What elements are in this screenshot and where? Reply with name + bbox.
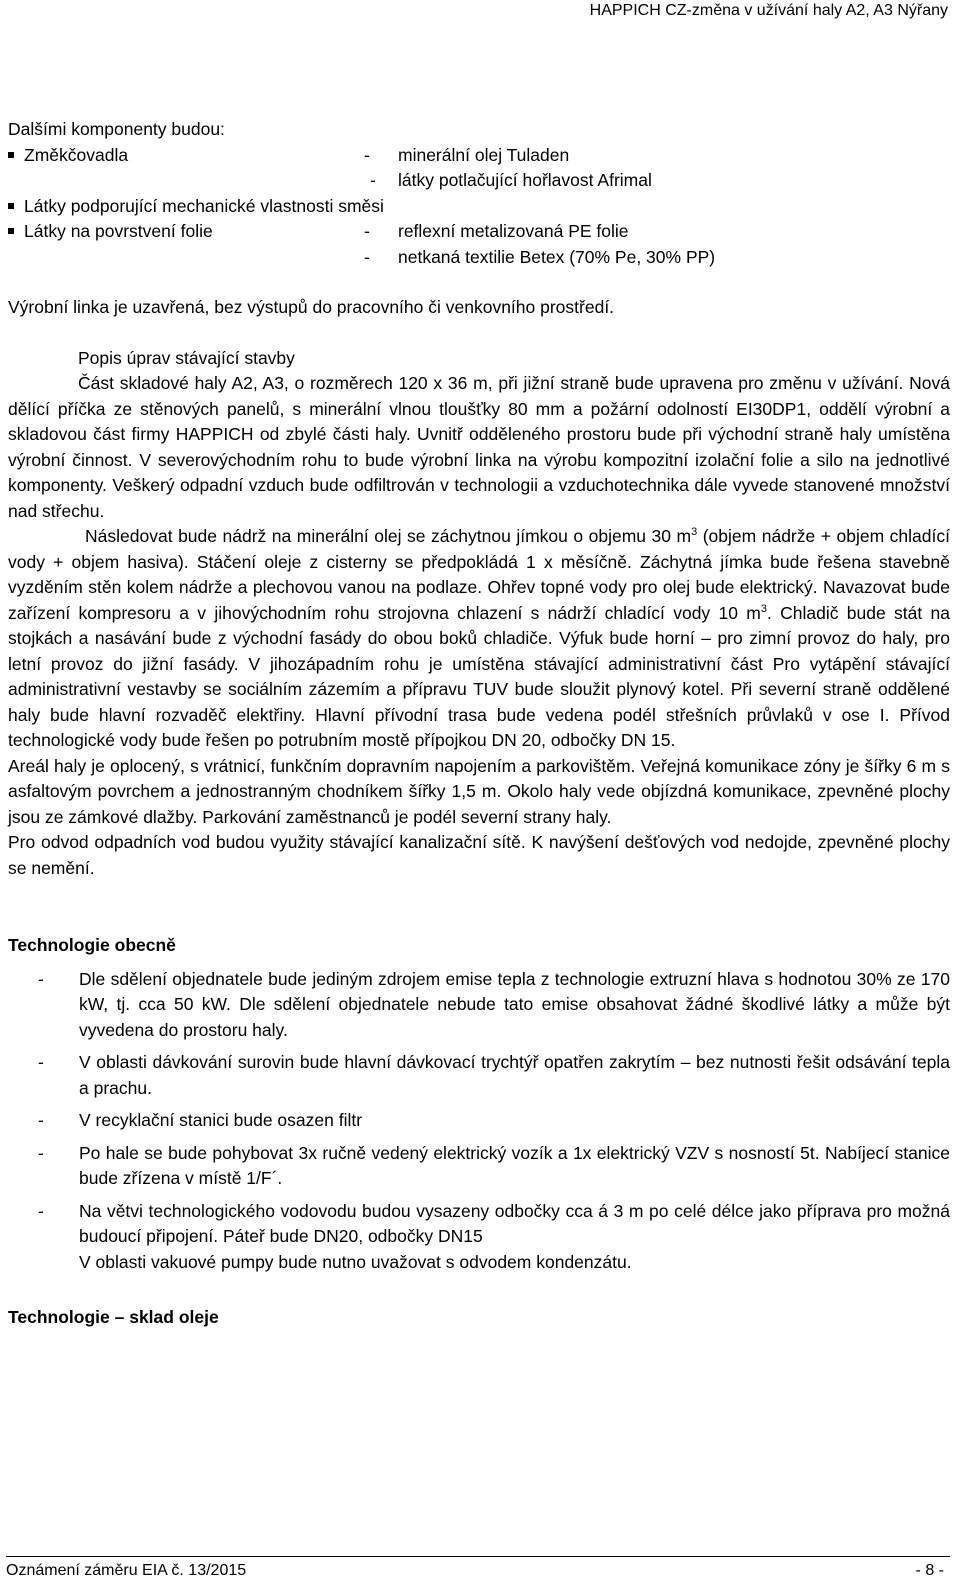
list-item-text: V oblasti dávkování surovin bude hlavní dávkovací trychtýř opatřen zakrytím – bez nutnosti řešit odsávání tepla a prachu. — [79, 1052, 950, 1098]
bullet-marker — [8, 152, 14, 158]
dash-marker: - — [38, 968, 44, 989]
superscript: 3 — [760, 602, 767, 615]
component-label: Látky na povrstvení folie — [24, 221, 213, 241]
components-intro: Dalšími komponenty budou: — [8, 119, 225, 139]
list-item-text: V recyklační stanici bude osazen filtr — [79, 1110, 363, 1130]
paragraph-site-access: Areál haly je oplocený, s vrátnicí, funkčním dopravním napojením a parkovištěm. Veřejná komunikace zóny je šířky 6 m s asfaltovým povrchem a jednostranným chodníkem šířky 1,5 m. Okolo haly vede objízdná komunikace, zpevněné plochy jsou ze zámkové dlažby. Parkování zaměstnanců je podél severní strany haly. — [8, 755, 950, 827]
list-continuation: V oblasti vakuové pumpy bude nutno uvažovat s odvodem kondenzátu. — [79, 1251, 632, 1272]
components-list — [8, 143, 950, 271]
dash-marker: - — [364, 144, 370, 165]
paragraph-oil-tank — [8, 524, 950, 754]
paragraph-building-changes: Část skladové haly A2, A3, o rozměrech 120 x 36 m, při jižní straně bude upravena pro změnu v užívání. Nová dělící příčka ze stěnových panelů, s minerální vlnou tloušťky 80 mm a požární odolností EI30DP1, oddělí výrobní a skladovou část firmy HAPPICH od zbylé části haly. Uvnitř odděleného prostoru bude při východní straně haly umístěna výrobní činnost. V severovýchodním rohu to bude výrobní linka na výrobu kompozitní izolační folie a silo na jednotlivé komponenty. Veškerý odpadní vzduch bude odfiltrován v technologii a vzduchotechnika dále vyvede stanovené množství nad střechu. — [8, 373, 950, 521]
component-value: látky potlačující hořlavost Afrimal — [398, 170, 652, 190]
tech-list — [8, 967, 950, 1276]
component-value: reflexní metalizovaná PE folie — [398, 221, 629, 241]
heading-technologie-obecne: Technologie obecně — [8, 935, 176, 955]
paragraph-drainage: Pro odvod odpadních vod budou využity stávající kanalizační sítě. K navýšení dešťových vod nedojde, zpevněné plochy se nemění. — [8, 832, 950, 878]
list-item-text: Dle sdělení objednatele bude jediným zdrojem emise tepla z technologie extruzní hlava s hodnotou 30% ze 170 kW, tj. cca 50 kW. Dle sdělení objednatele nebude tato emise obsahovat žádné škodlivé látky a může být vyvedena do prostoru haly. — [79, 968, 950, 1040]
list-item — [8, 1141, 950, 1192]
list-item — [8, 1050, 950, 1101]
component-row — [8, 219, 950, 245]
component-row — [8, 245, 950, 271]
dash-marker: - — [38, 1052, 44, 1072]
page-header: HAPPICH CZ-změna v užívání haly A2, A3 Nýřany — [589, 2, 948, 19]
heading-technologie-sklad-oleje: Technologie – sklad oleje — [8, 1307, 219, 1327]
dash-marker: - — [364, 246, 370, 267]
dash-marker: - — [370, 170, 376, 190]
bullet-marker — [8, 203, 14, 209]
component-row — [8, 194, 950, 220]
component-value: netkaná textilie Betex (70% Pe, 30% PP) — [398, 246, 716, 267]
paragraph-text: (objem nádrže + objem chladící vody + objem hasiva). Stáčení oleje z cisterny se předpokládá 1 x měsíčně. Záchytná jímka bude řešena stavebně vyzděním stěn kolem nádrže a plechovou vanou na podlaze. Ohřev topné vody pro olej bude elektrický. Navazovat bude zařízení kompresoru a v jihovýchodním rohu strojovna chlazení s nádrží chladící vody 10 m — [8, 526, 950, 623]
bullet-marker — [8, 228, 14, 234]
section-title-popis: Popis úprav stávající stavby — [78, 347, 295, 368]
component-row — [8, 168, 950, 194]
paragraph-text: Následovat bude nádrž na minerální olej se záchytnou jímkou o objemu 30 m — [85, 526, 692, 546]
page-number: - 8 - — [915, 1562, 944, 1579]
component-label: Změkčovadla — [24, 144, 129, 165]
dash-marker: - — [38, 1110, 44, 1130]
dash-marker: - — [38, 1200, 44, 1221]
list-item — [8, 1199, 950, 1250]
list-item — [8, 1108, 950, 1134]
list-item — [8, 967, 950, 1044]
dash-marker: - — [38, 1142, 44, 1163]
component-value: minerální olej Tuladen — [398, 144, 570, 165]
document-body — [8, 117, 950, 1331]
dash-marker: - — [364, 221, 370, 241]
list-item-text: Po hale se bude pohybovat 3x ručně vedený elektrický vozík a 1x elektrický VZV s nosností 5t. Nabíjecí stanice bude zřízena v místě 1/F´. — [79, 1142, 950, 1188]
page-footer — [6, 1556, 950, 1582]
production-line-sentence: Výrobní linka je uzavřená, bez výstupů do pracovního či venkovního prostředí. — [8, 297, 615, 317]
paragraph-text: . Chladič bude stát na stojkách a nasávání bude z východní fasády do obou boků chladiče. Výfuk bude horní – pro zimní provoz do haly, pro letní provoz do jižní fasády. V jihozápadním rohu je umístěna stávající administrativní část Pro vytápění stávající administrativní vestavby se sociálním zázemím a přípravu TUV bude sloužit plynový kotel. Při severní straně oddělené haly bude hlavní rozvaděč elektřiny. Hlavní přívodní trasa bude vedena podél střešních průvlaků v ose I. Přívod technologické vody bude řešen po potrubním mostě přípojkou DN 20, odbočky DN 15. — [8, 602, 951, 750]
list-item-text: Na větvi technologického vodovodu budou vysazeny odbočky cca á 3 m po celé délce jako příprava pro možná budoucí připojení. Páteř bude DN20, odbočky DN15 — [79, 1200, 950, 1246]
component-row — [8, 143, 950, 169]
footer-document-ref: Oznámení záměru EIA č. 13/2015 — [6, 1562, 247, 1579]
component-label: Látky podporující mechanické vlastnosti směsi — [24, 195, 384, 216]
superscript: 3 — [691, 526, 698, 539]
